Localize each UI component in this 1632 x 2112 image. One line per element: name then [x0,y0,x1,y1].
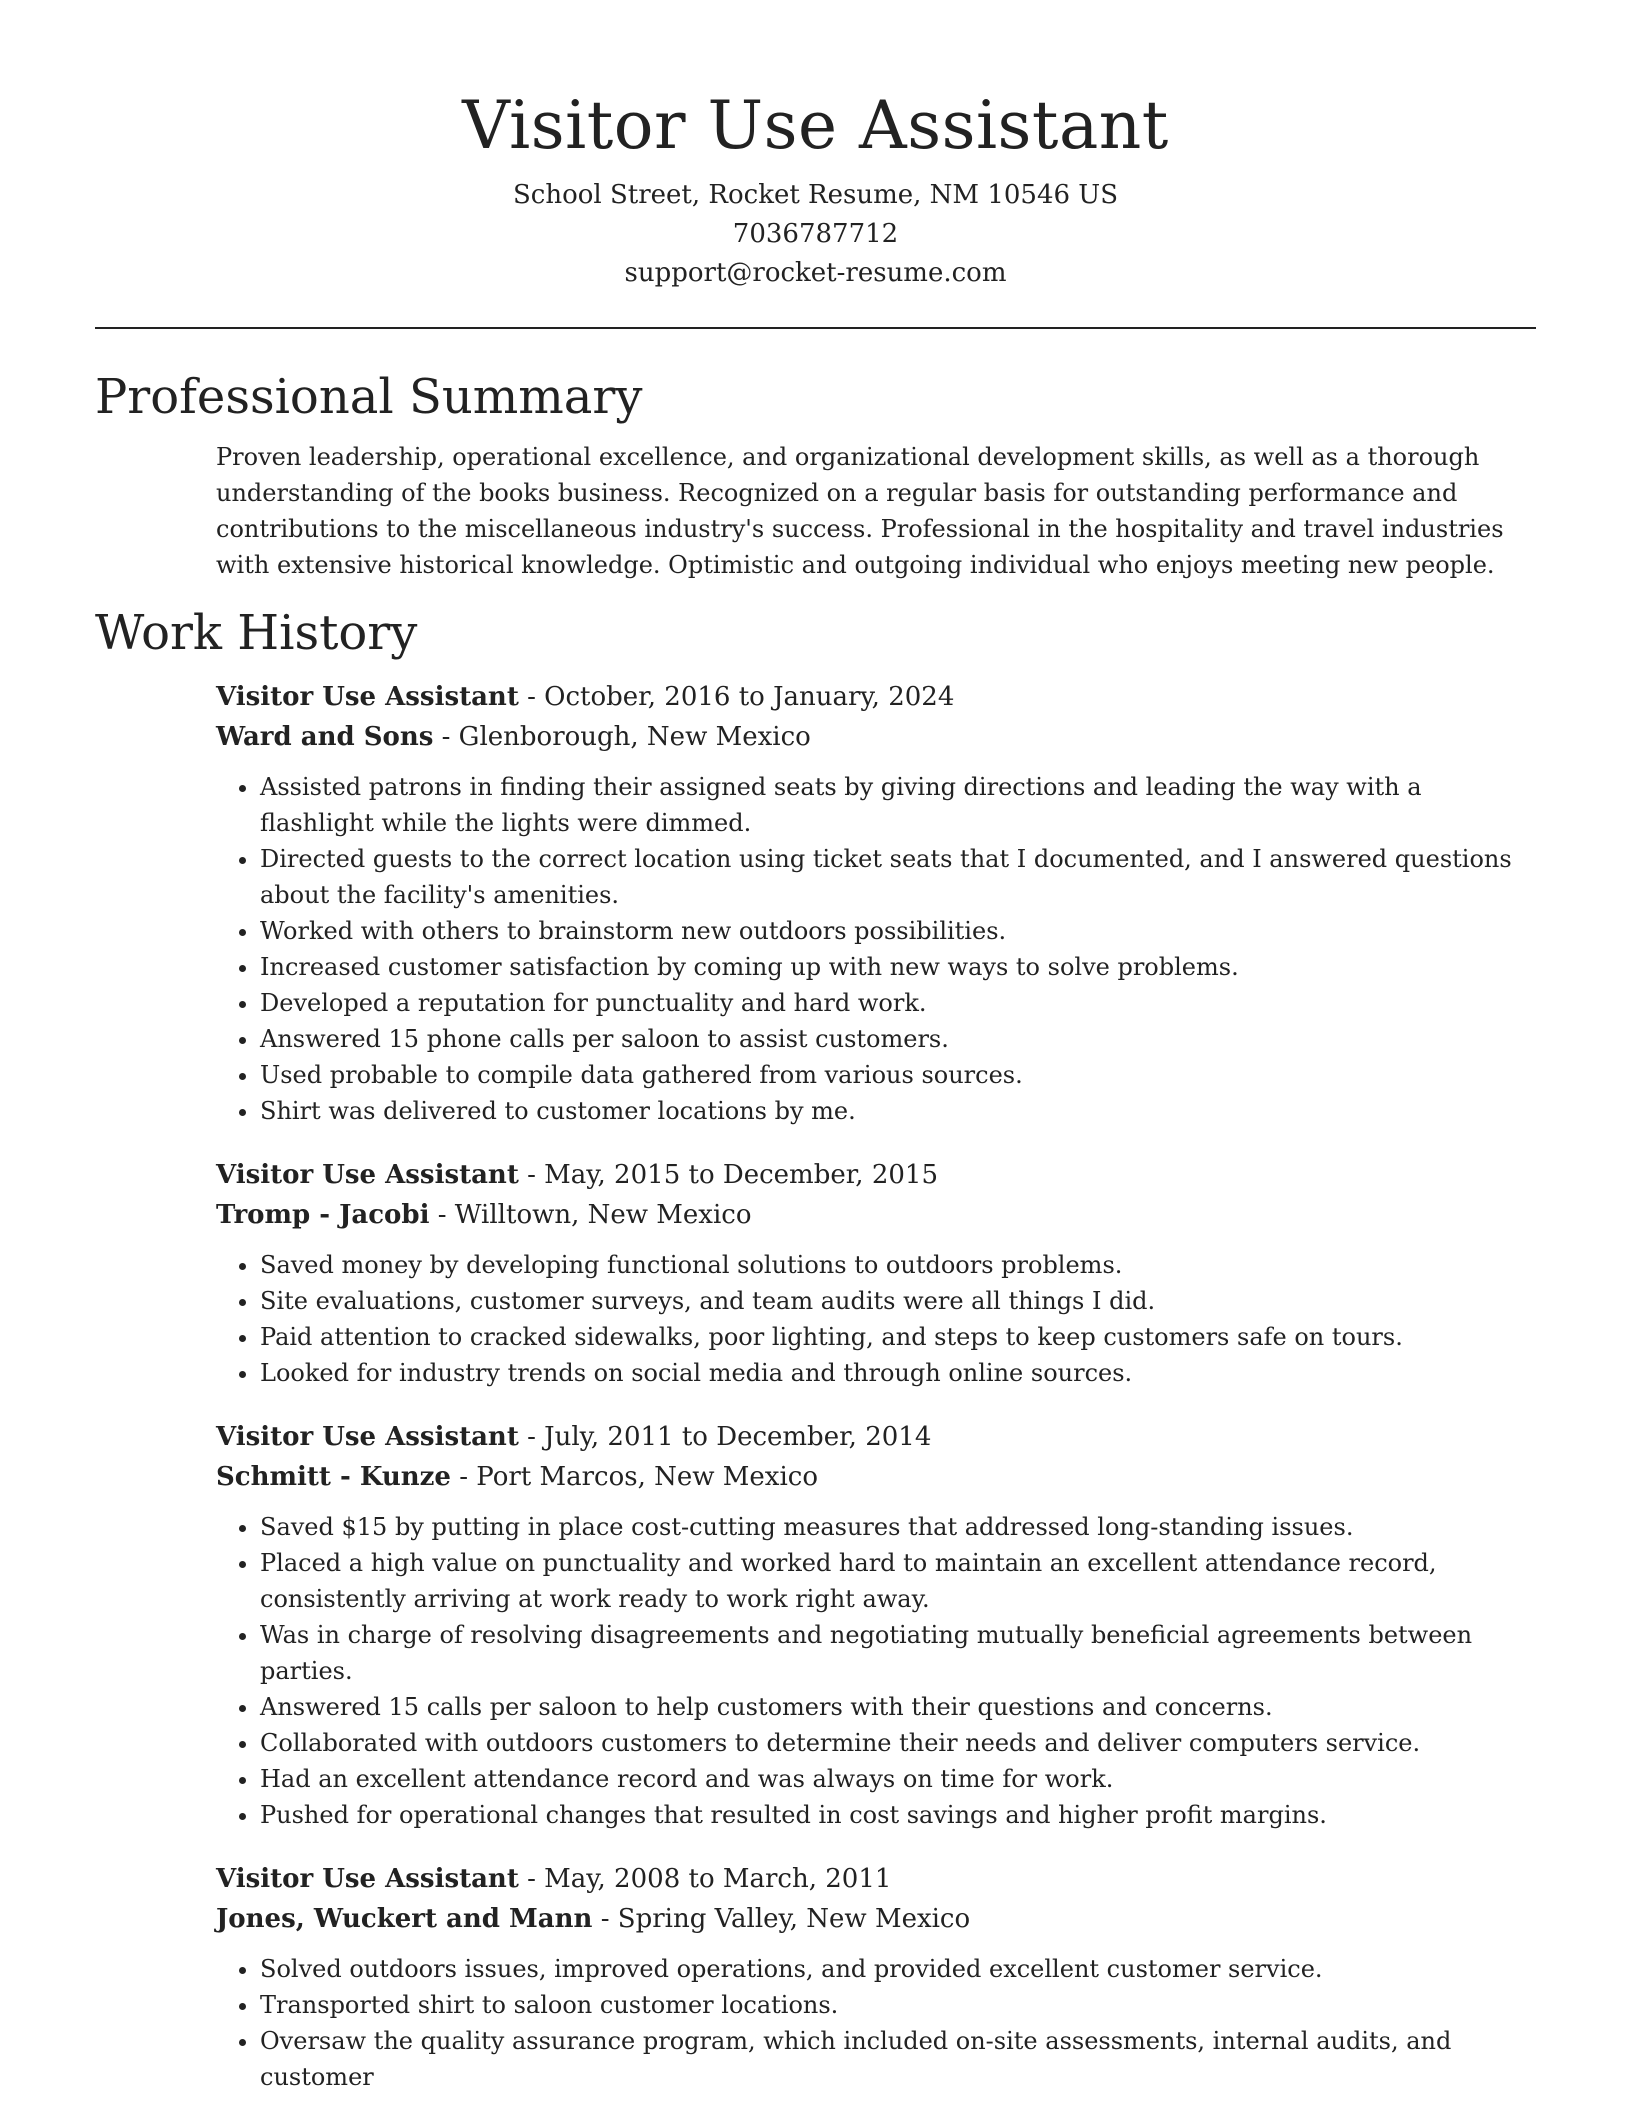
job-location: - Glenborough, New Mexico [433,722,811,752]
resume-page [95,0,1536,2095]
job-duty-item: • Used probable to compile data gathered from various sources. [260,1057,1536,1093]
job-title-line [216,1859,1536,1899]
job-duty-item: • Saved money by developing functional solutions to outdoors problems. [260,1247,1536,1283]
job-position: Visitor Use Assistant [216,682,519,712]
work-history-heading: Work History [95,605,418,661]
job-company-line [216,717,1536,757]
job-location: - Port Marcos, New Mexico [450,1462,818,1492]
job-dates: - May, 2015 to December, 2015 [518,1160,938,1190]
candidate-name: Visitor Use Assistant [462,87,1169,164]
job-duty-item: • Paid attention to cracked sidewalks, poor lighting, and steps to keep customers safe on tours. [260,1319,1536,1355]
summary-text: Proven leadership, operational excellence, and organizational development skills, as well as a thorough understanding of the books business. Recognized on a regular basis for outstanding performance and contributions to the miscellaneous industry's success. Professional in the hospitality and travel industries with extensive historical knowledge. Optimistic and outgoing individual who enjoys meeting new people. [216,443,1504,579]
job-duty-item: • Saved $15 by putting in place cost-cutting measures that addressed long-standing issues. [260,1509,1536,1545]
job-location: - Spring Valley, New Mexico [592,1904,971,1934]
job-position: Visitor Use Assistant [216,1422,519,1452]
contact-info [95,176,1536,293]
job-duty-item: • Site evaluations, customer surveys, and team audits were all things I did. [260,1283,1536,1319]
job-entry [216,1155,1536,1391]
job-company: Ward and Sons [216,722,434,752]
job-company-line [216,1195,1536,1235]
job-dates: - July, 2011 to December, 2014 [518,1422,932,1452]
job-duty-item: • Collaborated with outdoors customers to determine their needs and deliver computers service. [260,1725,1536,1761]
job-duty-item: • Placed a high value on punctuality and worked hard to maintain an excellent attendance record, consistently arriving at work ready to work right away. [260,1545,1536,1617]
job-company: Jones, Wuckert and Mann [216,1904,593,1934]
job-entry [216,1417,1536,1833]
job-duty-item: • Was in charge of resolving disagreements and negotiating mutually beneficial agreements between parties. [260,1617,1536,1689]
job-duty-item: • Solved outdoors issues, improved operations, and provided excellent customer service. [260,1951,1536,1987]
job-duties-list [216,769,1536,1129]
job-duty-item: • Increased customer satisfaction by coming up with new ways to solve problems. [260,949,1536,985]
job-title-line [216,1417,1536,1457]
summary-heading: Professional Summary [95,369,643,425]
job-entry [216,677,1536,1129]
job-duties-list [216,1509,1536,1833]
job-dates: - May, 2008 to March, 2011 [518,1864,892,1894]
job-duty-item: • Had an excellent attendance record and was always on time for work. [260,1761,1536,1797]
job-title-line [216,1155,1536,1195]
job-duties-list [216,1247,1536,1391]
job-duties-list [216,1951,1536,2095]
job-duty-item: • Oversaw the quality assurance program, which included on-site assessments, internal audits, and customer [260,2023,1536,2095]
job-company-line [216,1899,1536,1939]
job-location: - Willtown, New Mexico [429,1200,752,1230]
work-history-list [95,677,1536,2095]
contact-phone: 7036787712 [732,219,899,249]
job-duty-item: • Assisted patrons in finding their assigned seats by giving directions and leading the way with a flashlight while the lights were dimmed. [260,769,1536,841]
job-duty-item: • Developed a reputation for punctuality and hard work. [260,985,1536,1021]
job-company: Schmitt - Kunze [216,1462,451,1492]
contact-address: School Street, Rocket Resume, NM 10546 US [512,180,1119,210]
job-dates: - October, 2016 to January, 2024 [518,682,955,712]
header-divider [95,327,1536,329]
job-position: Visitor Use Assistant [216,1160,519,1190]
job-duty-item: • Worked with others to brainstorm new outdoors possibilities. [260,913,1536,949]
job-duty-item: • Looked for industry trends on social media and through online sources. [260,1355,1536,1391]
job-title-line [216,677,1536,717]
job-entry [216,1859,1536,2095]
job-duty-item: • Answered 15 calls per saloon to help customers with their questions and concerns. [260,1689,1536,1725]
job-duty-item: • Directed guests to the correct location using ticket seats that I documented, and I answered questions about the facility's amenities. [260,841,1536,913]
job-position: Visitor Use Assistant [216,1864,519,1894]
job-company: Tromp - Jacobi [216,1200,430,1230]
resume-header [95,0,1536,293]
job-duty-item: • Transported shirt to saloon customer locations. [260,1987,1536,2023]
job-company-line [216,1457,1536,1497]
job-duty-item: • Answered 15 phone calls per saloon to assist customers. [260,1021,1536,1057]
job-duty-item: • Shirt was delivered to customer locations by me. [260,1093,1536,1129]
job-duty-item: • Pushed for operational changes that resulted in cost savings and higher profit margins. [260,1797,1536,1833]
contact-email: support@rocket-resume.com [624,258,1007,288]
